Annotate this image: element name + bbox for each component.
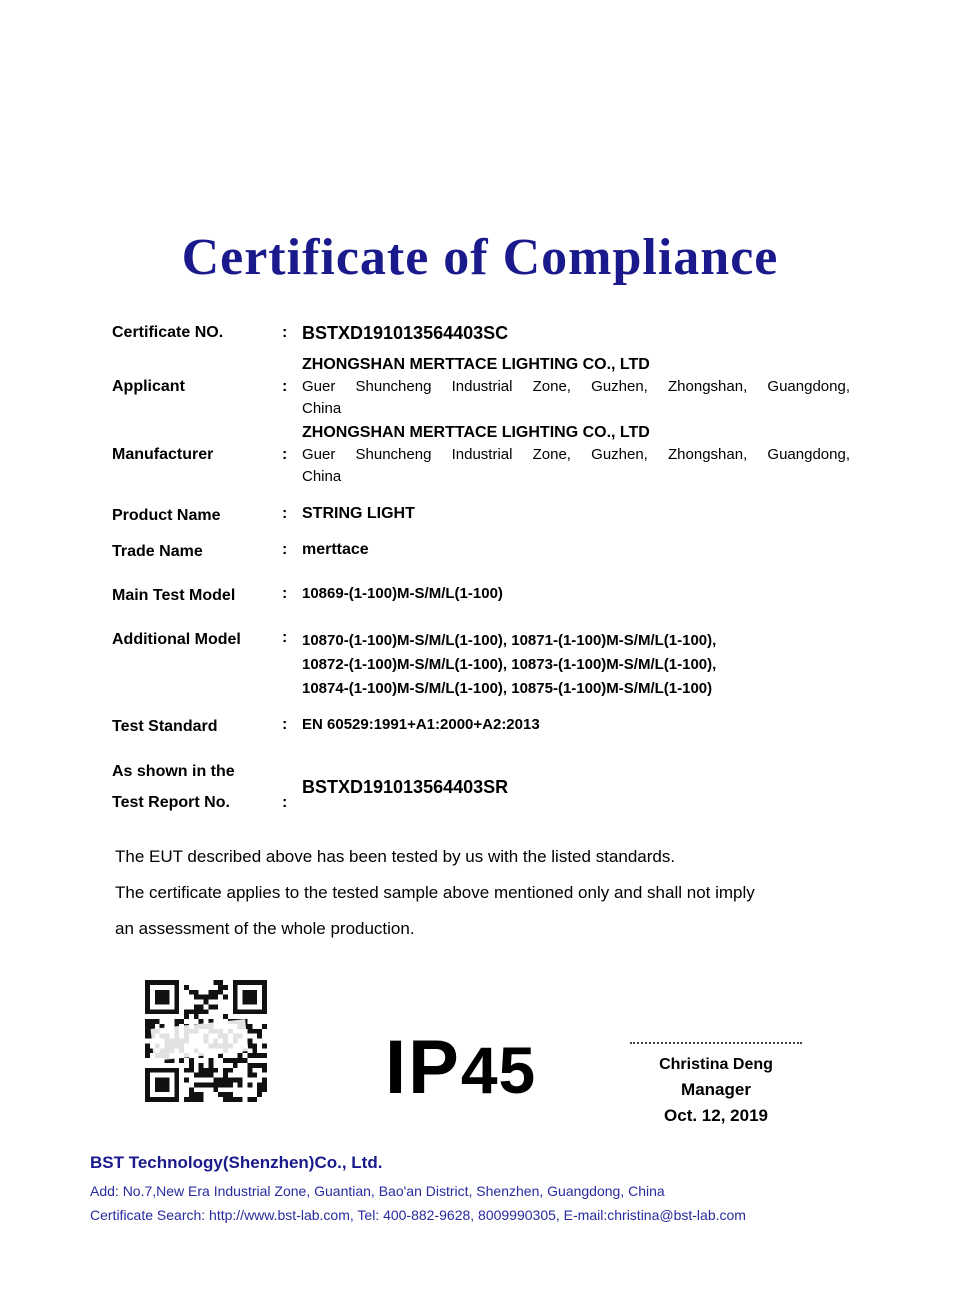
statement-line3: an assessment of the whole production. [115, 919, 415, 938]
test-report-label-line2: Test Report No. [112, 794, 230, 811]
field-row-certificate-no [112, 322, 850, 344]
field-label-trade-name: Trade Name [112, 543, 203, 560]
field-label-main-test-model: Main Test Model [112, 587, 236, 604]
field-value-product-name: STRING LIGHT [302, 505, 415, 522]
page-title: Certificate of Compliance [181, 229, 779, 286]
field-row-product-name [112, 505, 850, 527]
additional-model-line2: 10872-(1-100)M-S/M/L(1-100), 10873-(1-100)M-S/M/L(1-100), [302, 656, 717, 673]
field-value-test-standard: EN 60529:1991+A1:2000+A2:2013 [302, 716, 540, 733]
certificate-fields [112, 322, 850, 818]
field-value-applicant [302, 354, 850, 420]
field-value-trade-name: merttace [302, 541, 369, 558]
statement-line1: The EUT described above has been tested by us with the listed standards. [115, 847, 676, 866]
manufacturer-address-line2: China [302, 468, 342, 485]
applicant-address-line2: China [302, 400, 342, 417]
field-row-test-report-no [112, 756, 850, 818]
field-label-manufacturer: Manufacturer [112, 446, 214, 463]
colon-separator: : [282, 794, 288, 811]
field-label-additional-model: Additional Model [112, 631, 241, 648]
issuer-footer [90, 1151, 900, 1227]
signatory-role: Manager [681, 1080, 751, 1099]
field-label-test-standard: Test Standard [112, 718, 218, 735]
statement-line2: The certificate applies to the tested sample above mentioned only and shall not imply [115, 883, 755, 902]
signature-block [630, 1042, 802, 1129]
field-value-main-test-model: 10869-(1-100)M-S/M/L(1-100) [302, 585, 503, 602]
colon-separator: : [282, 505, 288, 522]
additional-model-line1: 10870-(1-100)M-S/M/L(1-100), 10871-(1-100)M-S/M/L(1-100), [302, 632, 717, 649]
field-row-additional-model [112, 629, 850, 701]
field-value-certificate-no: BSTXD191013564403SC [302, 322, 509, 343]
colon-separator: : [282, 541, 288, 558]
ip-rating-number: 45 [460, 1033, 537, 1107]
colon-separator: : [282, 585, 288, 602]
ip-rating-prefix: IP [385, 1025, 461, 1110]
issuer-company-name: BST Technology(Shenzhen)Co., Ltd. [90, 1153, 383, 1172]
field-label-certificate-no: Certificate NO. [112, 324, 224, 341]
field-label-applicant: Applicant [112, 378, 185, 395]
statement-paragraph [115, 839, 860, 947]
field-label-product-name: Product Name [112, 507, 221, 524]
field-row-test-standard [112, 716, 850, 738]
manufacturer-address-line1: Guer Shuncheng Industrial Zone, Guzhen, Zhongshan, Guangdong, [302, 446, 850, 463]
applicant-address-line1: Guer Shuncheng Industrial Zone, Guzhen, Zhongshan, Guangdong, [302, 378, 850, 395]
ip-rating [385, 1025, 537, 1110]
issuer-address: Add: No.7,New Era Industrial Zone, Guantian, Bao'an District, Shenzhen, Guangdong, China [90, 1183, 665, 1199]
field-label-test-report-no [112, 756, 282, 818]
applicant-company: ZHONGSHAN MERTTACE LIGHTING CO., LTD [302, 356, 650, 373]
field-value-manufacturer [302, 422, 850, 488]
manufacturer-company: ZHONGSHAN MERTTACE LIGHTING CO., LTD [302, 424, 650, 441]
field-value-test-report-no: BSTXD191013564403SR [302, 776, 509, 797]
field-row-trade-name [112, 541, 850, 563]
colon-separator: : [282, 716, 288, 733]
qr-code [145, 980, 267, 1102]
colon-separator: : [282, 446, 288, 463]
field-row-manufacturer [112, 422, 850, 488]
signatory-name: Christina Deng [659, 1056, 773, 1073]
colon-separator: : [282, 629, 288, 646]
issuer-contact: Certificate Search: http://www.bst-lab.com, Tel: 400-882-9628, 8009990305, E-mail:christina@bst-lab.com [90, 1207, 746, 1223]
field-value-additional-model [302, 629, 850, 701]
colon-separator: : [282, 378, 288, 395]
field-row-main-test-model [112, 585, 850, 607]
signature-dotted-line [630, 1042, 802, 1044]
additional-model-line3: 10874-(1-100)M-S/M/L(1-100), 10875-(1-100)M-S/M/L(1-100) [302, 680, 713, 697]
colon-separator: : [282, 324, 288, 341]
test-report-label-line1: As shown in the [112, 763, 235, 780]
signature-date: Oct. 12, 2019 [664, 1106, 768, 1125]
field-row-applicant [112, 354, 850, 420]
